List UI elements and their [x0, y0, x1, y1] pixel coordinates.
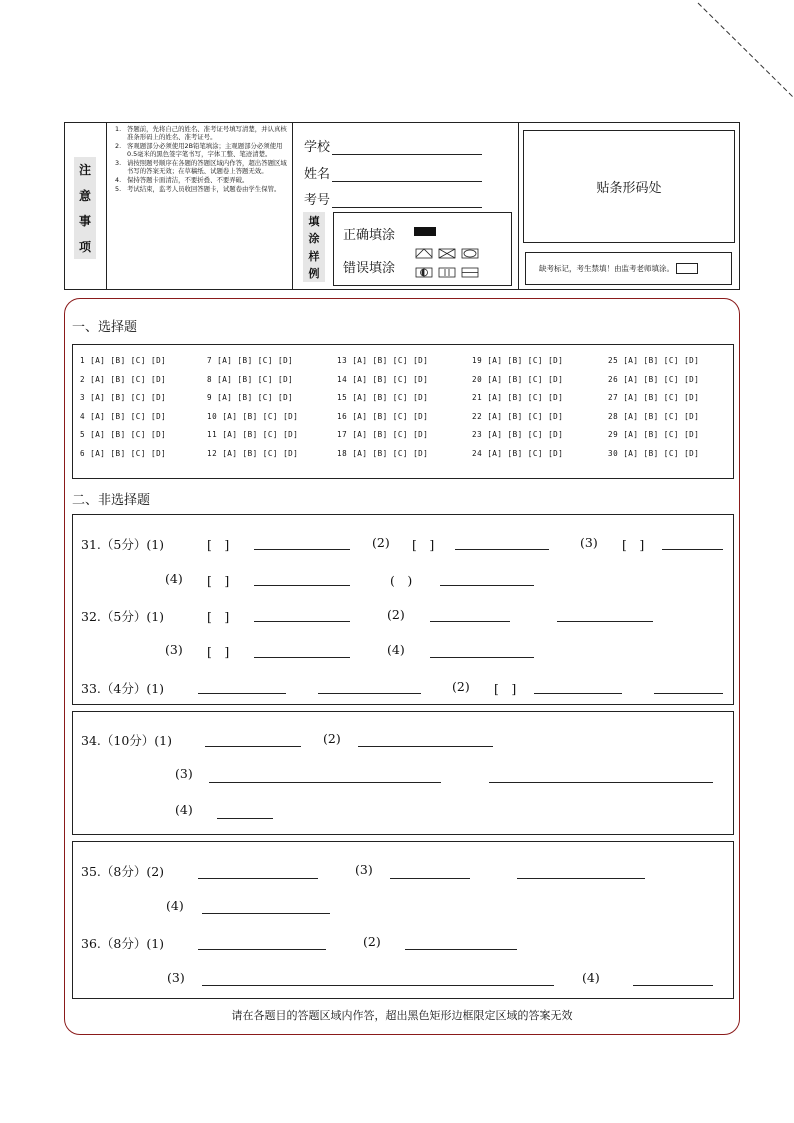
note-item: [115, 185, 288, 193]
q31-part-2: (2): [372, 535, 390, 550]
q32-bracket-3[interactable]: [ ]: [207, 644, 230, 659]
note-text: 保持答题卡面清洁，不要折叠、不要弄破。: [127, 176, 249, 185]
sample-title-char: 涂: [308, 232, 320, 246]
notes-title: [74, 157, 96, 259]
choice-item[interactable]: 3 [A] [B] [C] [D]: [80, 393, 167, 403]
choice-item[interactable]: 1 [A] [B] [C] [D]: [80, 356, 167, 365]
exam-no-row: [304, 189, 482, 208]
note-item: [115, 176, 288, 184]
q36-part-3: (3): [167, 970, 185, 985]
q36-part-4: (4): [582, 970, 600, 985]
choice-item[interactable]: 16 [A] [B] [C] [D]: [337, 411, 429, 421]
note-num: 1.: [115, 125, 122, 133]
footer-note: 请在各题目的答题区域内作答，超出黑色矩形边框限定区域的答案无效: [231, 1009, 573, 1022]
cut-line: [0, 0, 794, 110]
choice-column: [337, 352, 428, 464]
school-row: [304, 136, 482, 155]
choice-item[interactable]: 6 [A] [B] [C] [D]: [80, 448, 167, 458]
q34-blank-4[interactable]: [489, 781, 713, 783]
q34-blank-1[interactable]: [205, 745, 301, 747]
choice-item[interactable]: 27 [A] [B] [C] [D]: [608, 393, 700, 403]
notes-title-char: 注: [78, 163, 91, 178]
absent-checkbox[interactable]: [676, 263, 698, 274]
q31-blank-4[interactable]: [254, 584, 350, 586]
q33-bracket-2[interactable]: [ ]: [494, 681, 517, 696]
q35-blank-3[interactable]: [517, 877, 645, 879]
q33-head: 33.（4分）(1): [81, 681, 165, 696]
q36-blank-2[interactable]: [405, 948, 517, 950]
exam-no-label: 考号: [304, 193, 331, 208]
note-text: 答题前，先将自己的姓名、准考证号填写清楚，并认真核准条形码上的姓名、准考证号。: [127, 125, 287, 142]
note-item: [115, 125, 288, 142]
choice-item[interactable]: 19 [A] [B] [C] [D]: [472, 356, 564, 365]
q35-blank-1[interactable]: [198, 877, 318, 879]
q31-blank-2[interactable]: [455, 548, 549, 550]
note-num: 2.: [115, 142, 122, 151]
choice-item[interactable]: 24 [A] [B] [C] [D]: [472, 448, 564, 458]
q36-blank-1[interactable]: [198, 948, 326, 950]
choice-item[interactable]: 15 [A] [B] [C] [D]: [337, 393, 429, 403]
choice-column: [608, 352, 699, 464]
choice-item[interactable]: 13 [A] [B] [C] [D]: [337, 356, 429, 365]
q34-part-2: (2): [323, 731, 341, 746]
choice-item[interactable]: 21 [A] [B] [C] [D]: [472, 393, 564, 403]
q31-blank-1[interactable]: [254, 548, 350, 550]
choice-item[interactable]: 25 [A] [B] [C] [D]: [608, 356, 700, 365]
q31-bracket-1[interactable]: [ ]: [207, 537, 230, 552]
name-label: 姓名: [304, 167, 331, 182]
wrong-mark-cross: [439, 249, 455, 258]
choice-item[interactable]: 23 [A] [B] [C] [D]: [472, 430, 564, 440]
choice-item[interactable]: 5 [A] [B] [C] [D]: [80, 430, 167, 440]
choice-item[interactable]: 14 [A] [B] [C] [D]: [337, 374, 429, 384]
q35-blank-2[interactable]: [390, 877, 470, 879]
nonchoice-section-title: 二、非选择题: [72, 493, 151, 508]
q35-part-4: (4): [166, 898, 184, 913]
choice-item[interactable]: 18 [A] [B] [C] [D]: [337, 448, 429, 458]
choice-section-title: 一、选择题: [72, 320, 138, 335]
choice-column: [207, 352, 298, 464]
sample-title-char: 填: [308, 214, 320, 228]
choice-item[interactable]: 30 [A] [B] [C] [D]: [608, 448, 700, 458]
note-num: 3.: [115, 159, 122, 168]
q32-blank-5[interactable]: [430, 656, 534, 658]
wrong-mark-bars: [439, 268, 455, 277]
q32-bracket-1[interactable]: [ ]: [207, 609, 230, 624]
note-text: 考试结束，监考人员收回答题卡，试题卷由学生保管。: [127, 185, 281, 194]
choice-item[interactable]: 4 [A] [B] [C] [D]: [80, 411, 167, 421]
q33-blank-4[interactable]: [654, 692, 723, 694]
wrong-mark-check: [416, 249, 432, 258]
q32-blank-4[interactable]: [254, 656, 350, 658]
q35-blank-4[interactable]: [202, 912, 330, 914]
choice-item[interactable]: 28 [A] [B] [C] [D]: [608, 411, 700, 421]
q31-blank-3[interactable]: [662, 548, 723, 550]
choice-item[interactable]: 20 [A] [B] [C] [D]: [472, 374, 564, 384]
q31-blank-5[interactable]: [440, 584, 534, 586]
choice-item[interactable]: 11 [A] [B] [C] [D]: [207, 430, 299, 440]
choice-item[interactable]: 26 [A] [B] [C] [D]: [608, 374, 700, 384]
notes-title-cell: [64, 122, 107, 290]
q33-blank-2[interactable]: [318, 692, 421, 694]
correct-fill-mark: [414, 227, 436, 236]
note-num: 4.: [115, 176, 122, 185]
name-field[interactable]: [332, 167, 482, 182]
q36-blank-3[interactable]: [202, 984, 554, 986]
q32-blank-1[interactable]: [254, 620, 350, 622]
notes-title-char: 事: [78, 214, 91, 229]
q32-part-4: (4): [387, 642, 405, 657]
school-label: 学校: [304, 140, 331, 155]
q35-head: 35.（8分）(2): [81, 864, 165, 879]
choice-item[interactable]: 8 [A] [B] [C] [D]: [207, 374, 294, 384]
choice-item[interactable]: 7 [A] [B] [C] [D]: [207, 356, 294, 365]
choice-item[interactable]: 9 [A] [B] [C] [D]: [207, 393, 294, 403]
q36-blank-4[interactable]: [633, 984, 713, 986]
sample-title-char: 样: [308, 249, 320, 263]
notes-title-char: 项: [78, 239, 91, 254]
q31-bracket-3[interactable]: [ ]: [622, 537, 645, 552]
barcode-area: 贴条形码处: [523, 130, 735, 243]
sample-title-char: 例: [308, 267, 320, 281]
q34-blank-2[interactable]: [358, 745, 493, 747]
q34-part-3: (3): [175, 766, 193, 781]
correct-fill-label: 正确填涂: [343, 228, 396, 243]
exam-no-field[interactable]: [332, 193, 482, 208]
q31-head: 31.（5分）(1): [81, 537, 165, 552]
q36-part-2: (2): [363, 934, 381, 949]
choice-item[interactable]: 29 [A] [B] [C] [D]: [608, 430, 700, 440]
choice-item[interactable]: 22 [A] [B] [C] [D]: [472, 411, 564, 421]
q32-blank-2[interactable]: [430, 620, 510, 622]
q32-head: 32.（5分）(1): [81, 609, 165, 624]
q31-part-5[interactable]: ( ): [390, 573, 413, 588]
wrong-mark-half: [416, 268, 432, 277]
wrong-fill-label: 错误填涂: [343, 261, 396, 276]
q32-part-2: (2): [387, 607, 405, 622]
choice-item[interactable]: 17 [A] [B] [C] [D]: [337, 430, 429, 440]
name-row: [304, 163, 482, 182]
q34-head: 34.（10分）(1): [81, 733, 172, 748]
wrong-fill-marks: [415, 248, 485, 280]
q33-blank-1[interactable]: [198, 692, 286, 694]
q31-bracket-4[interactable]: [ ]: [207, 573, 230, 588]
q31-part-3: (3): [580, 535, 598, 550]
absent-mark-box: [525, 252, 732, 285]
note-item: [115, 142, 288, 159]
note-item: [115, 159, 288, 176]
notes-title-char: 意: [78, 188, 91, 203]
school-field[interactable]: [332, 140, 482, 155]
choice-item[interactable]: 10 [A] [B] [C] [D]: [207, 411, 299, 421]
q34-part-4: (4): [175, 802, 193, 817]
note-text: 请按照题号顺序在各题的答题区域内作答，超出答题区域书写的答案无效；在草稿纸、试题卷上答题无效。: [127, 159, 287, 176]
absent-note: 缺考标记，考生禁填！由监考老师填涂。: [539, 264, 674, 273]
q33-blank-3[interactable]: [534, 692, 622, 694]
notes-list: [107, 122, 293, 290]
q33-part-2: (2): [452, 679, 470, 694]
q31-part-4: (4): [165, 571, 183, 586]
choice-item[interactable]: 12 [A] [B] [C] [D]: [207, 448, 299, 458]
choice-item[interactable]: 2 [A] [B] [C] [D]: [80, 374, 167, 384]
note-text: 客观题部分必须使用2B铅笔填涂；主观题部分必须使用0.5毫米的黑色签字笔书写，字体工整、笔迹清楚。: [127, 142, 283, 159]
q32-part-3: (3): [165, 642, 183, 657]
wrong-mark-circle: [462, 249, 478, 258]
wrong-mark-line: [462, 268, 478, 277]
q35-part-3: (3): [355, 862, 373, 877]
note-num: 5.: [115, 185, 122, 194]
choice-column: [80, 352, 166, 464]
q34-blank-5[interactable]: [217, 817, 273, 819]
q36-head: 36.（8分）(1): [81, 936, 165, 951]
answer-box-34: [72, 711, 734, 835]
q31-bracket-2[interactable]: [ ]: [412, 537, 435, 552]
choice-column: [472, 352, 563, 464]
q34-blank-3[interactable]: [209, 781, 441, 783]
sample-title: [303, 212, 325, 282]
q32-blank-3[interactable]: [557, 620, 653, 622]
